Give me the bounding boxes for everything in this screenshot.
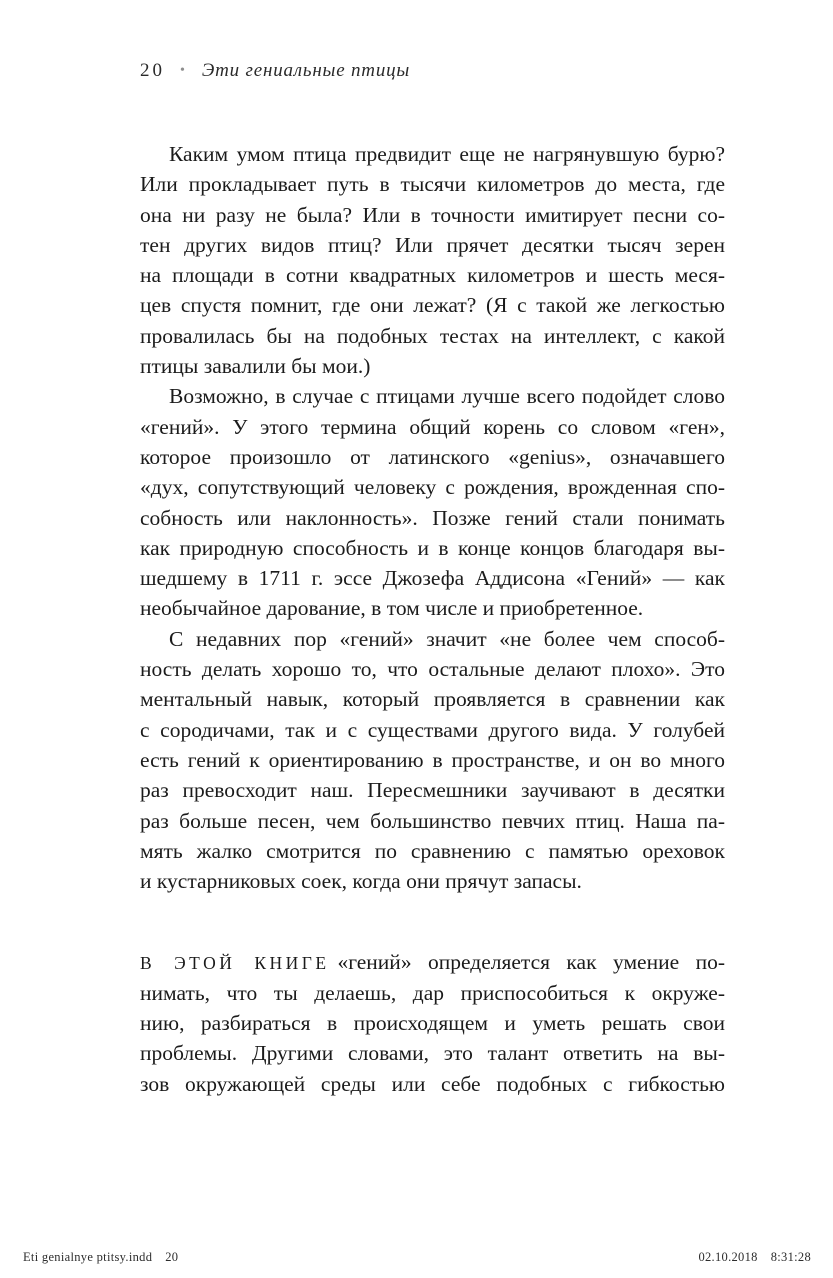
bullet-separator-icon: •: [180, 63, 185, 78]
text-line: Каким умом птица предвидит еще не нагрянувшую бурю?: [169, 142, 725, 166]
text-line: [140, 947, 725, 977]
text-line: ность делать хорошо то, что остальные делают плохо». Это: [140, 657, 725, 682]
text-line: нимать, что ты делаешь, дар приспособиться к окруже-: [140, 980, 725, 1005]
text-line: С недавних пор «гений» значит «не более чем способ-: [169, 626, 725, 651]
text-line: раз превосходит наш. Пересмешники заучивают в десятки: [140, 778, 725, 803]
text-line: ментальный навык, который проявляется в сравнении как: [140, 687, 725, 712]
text-line: шедшему в 1711 г. эссе Джозефа Аддисона «Гений» — как: [140, 566, 725, 591]
text-line: она ни разу не была? Или в точности имитирует песни со-: [140, 202, 725, 227]
text-line: птицы завалили бы мои.): [140, 354, 371, 379]
footer-time: 8:31:28: [770, 1250, 811, 1264]
text-line: которое произошло от латинского «genius», означавшего: [140, 444, 725, 469]
section-first-line-rest: «гений» определяется как умение по-: [337, 950, 725, 975]
text-line: Возможно, в случае с птицами лучше всего подойдет слово: [169, 384, 725, 409]
text-line: провалилась бы на подобных тестах на интеллект, с какой: [140, 323, 725, 348]
body-text: [140, 139, 725, 1099]
section-lead-smallcaps: В ЭТОЙ КНИГЕ: [140, 953, 330, 974]
footer-timestamp: [698, 1250, 811, 1265]
text-line: раз больше песен, чем большинство певчих птиц. Наша па-: [140, 808, 725, 833]
running-title: Эти гениальные птицы: [201, 60, 411, 81]
text-line: «дух, сопутствующий человеку с рождения, врожденная спо-: [140, 475, 725, 500]
text-line: цев спустя помнит, где они лежат? (Я с такой же легкостью: [140, 293, 725, 318]
text-line: на площади в сотни квадратных километров и шесть меся-: [140, 263, 725, 288]
text-line: проблемы. Другими словами, это талант ответить на вы-: [140, 1041, 725, 1066]
paragraph: [140, 381, 725, 623]
footer-file-info: [23, 1250, 178, 1265]
text-line: зов окружающей среды или себе подобных с гибкостью: [140, 1071, 725, 1096]
text-line: Или прокладывает путь в тысячи километров до места, где: [140, 172, 725, 197]
page-number: 20: [140, 60, 165, 81]
footer-date: 02.10.2018: [698, 1250, 758, 1264]
text-line: собность или наклонность». Позже гений стали понимать: [140, 505, 725, 530]
text-line: как природную способность и в конце концов благодаря вы-: [140, 535, 725, 560]
footer-page-number: 20: [165, 1250, 179, 1264]
paragraph: [140, 624, 725, 897]
text-line: необычайное дарование, в том числе и приобретенное.: [140, 596, 644, 621]
text-line: и кустарниковых соек, когда они прячут запасы.: [140, 869, 582, 894]
text-line: нию, разбираться в происходящем и уметь решать свои: [140, 1011, 725, 1036]
text-line: есть гений к ориентированию в пространстве, и он во много: [140, 747, 725, 772]
page-header: [140, 60, 410, 82]
text-line: мять жалко смотрится по сравнению с памятью ореховок: [140, 838, 725, 863]
footer-file-name: Eti genialnye ptitsy.indd: [23, 1250, 153, 1264]
paragraph: [140, 139, 725, 381]
text-line: «гений». У этого термина общий корень со словом «ген»,: [140, 414, 725, 439]
text-line: с сородичами, так и с существами другого вида. У голубей: [140, 717, 725, 742]
section-paragraph: [140, 947, 725, 1098]
text-line: тен других видов птиц? Или прячет десятки тысяч зерен: [140, 232, 725, 257]
